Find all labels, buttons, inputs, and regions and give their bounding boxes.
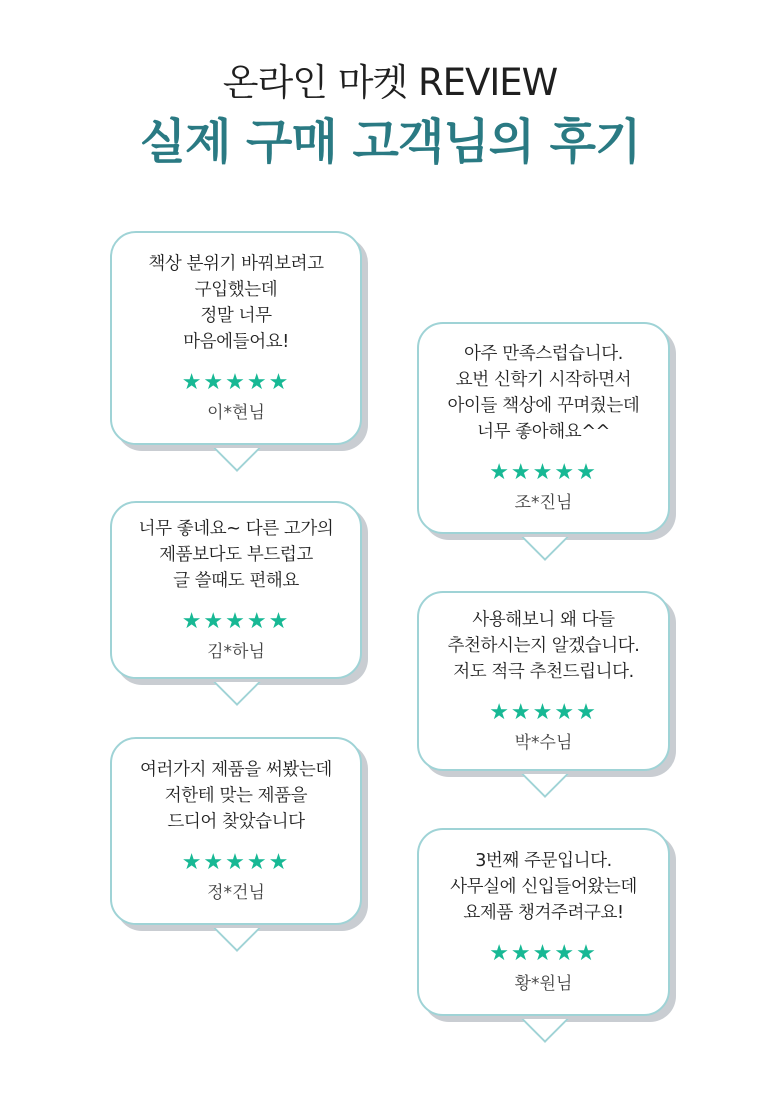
review-card (110, 231, 362, 445)
star-rating: ★★★★★ (489, 700, 598, 725)
review-author: 박*수님 (514, 733, 573, 753)
review-card (110, 737, 362, 925)
review-card (417, 828, 670, 1016)
review-text: 너무 좋네요~ 다른 고가의 제품보다도 부드럽고 글 쓸때도 편해요 (138, 519, 334, 591)
star-rating: ★★★★★ (181, 370, 291, 395)
star-rating: ★★★★★ (489, 941, 598, 966)
review-text: 아주 만족스럽습니다. 요번 신학기 시작하면서 아이들 책상에 꾸며줬는데 너무 좋아해요^^ (447, 344, 640, 442)
review-text: 여러가지 제품을 써봤는데 저한테 맞는 제품을 드디어 찾았습니다 (140, 760, 332, 832)
review-author: 조*진님 (514, 493, 573, 513)
star-rating: ★★★★★ (489, 460, 598, 485)
review-text: 책상 분위기 바꿔보려고 구입했는데 정말 너무 마음에들어요! (148, 254, 324, 352)
review-author: 황*원님 (514, 974, 573, 994)
review-text: 3번째 주문입니다. 사무실에 신입들어왔는데 요제품 챙겨주려구요! (450, 851, 637, 923)
page-title: 실제 구매 고객님의 후기 (139, 114, 641, 170)
page-subtitle: 온라인 마켓 REVIEW (222, 61, 558, 104)
review-card (417, 322, 670, 534)
review-author: 이*현님 (207, 403, 265, 423)
review-card (110, 501, 362, 679)
star-rating: ★★★★★ (181, 609, 291, 634)
star-rating: ★★★★★ (181, 850, 291, 875)
review-card (417, 591, 670, 771)
review-author: 김*하님 (207, 642, 265, 662)
review-text: 사용해보니 왜 다들 추천하시는지 알겠습니다. 저도 적극 추천드립니다. (447, 610, 640, 682)
review-author: 정*건님 (207, 883, 265, 903)
